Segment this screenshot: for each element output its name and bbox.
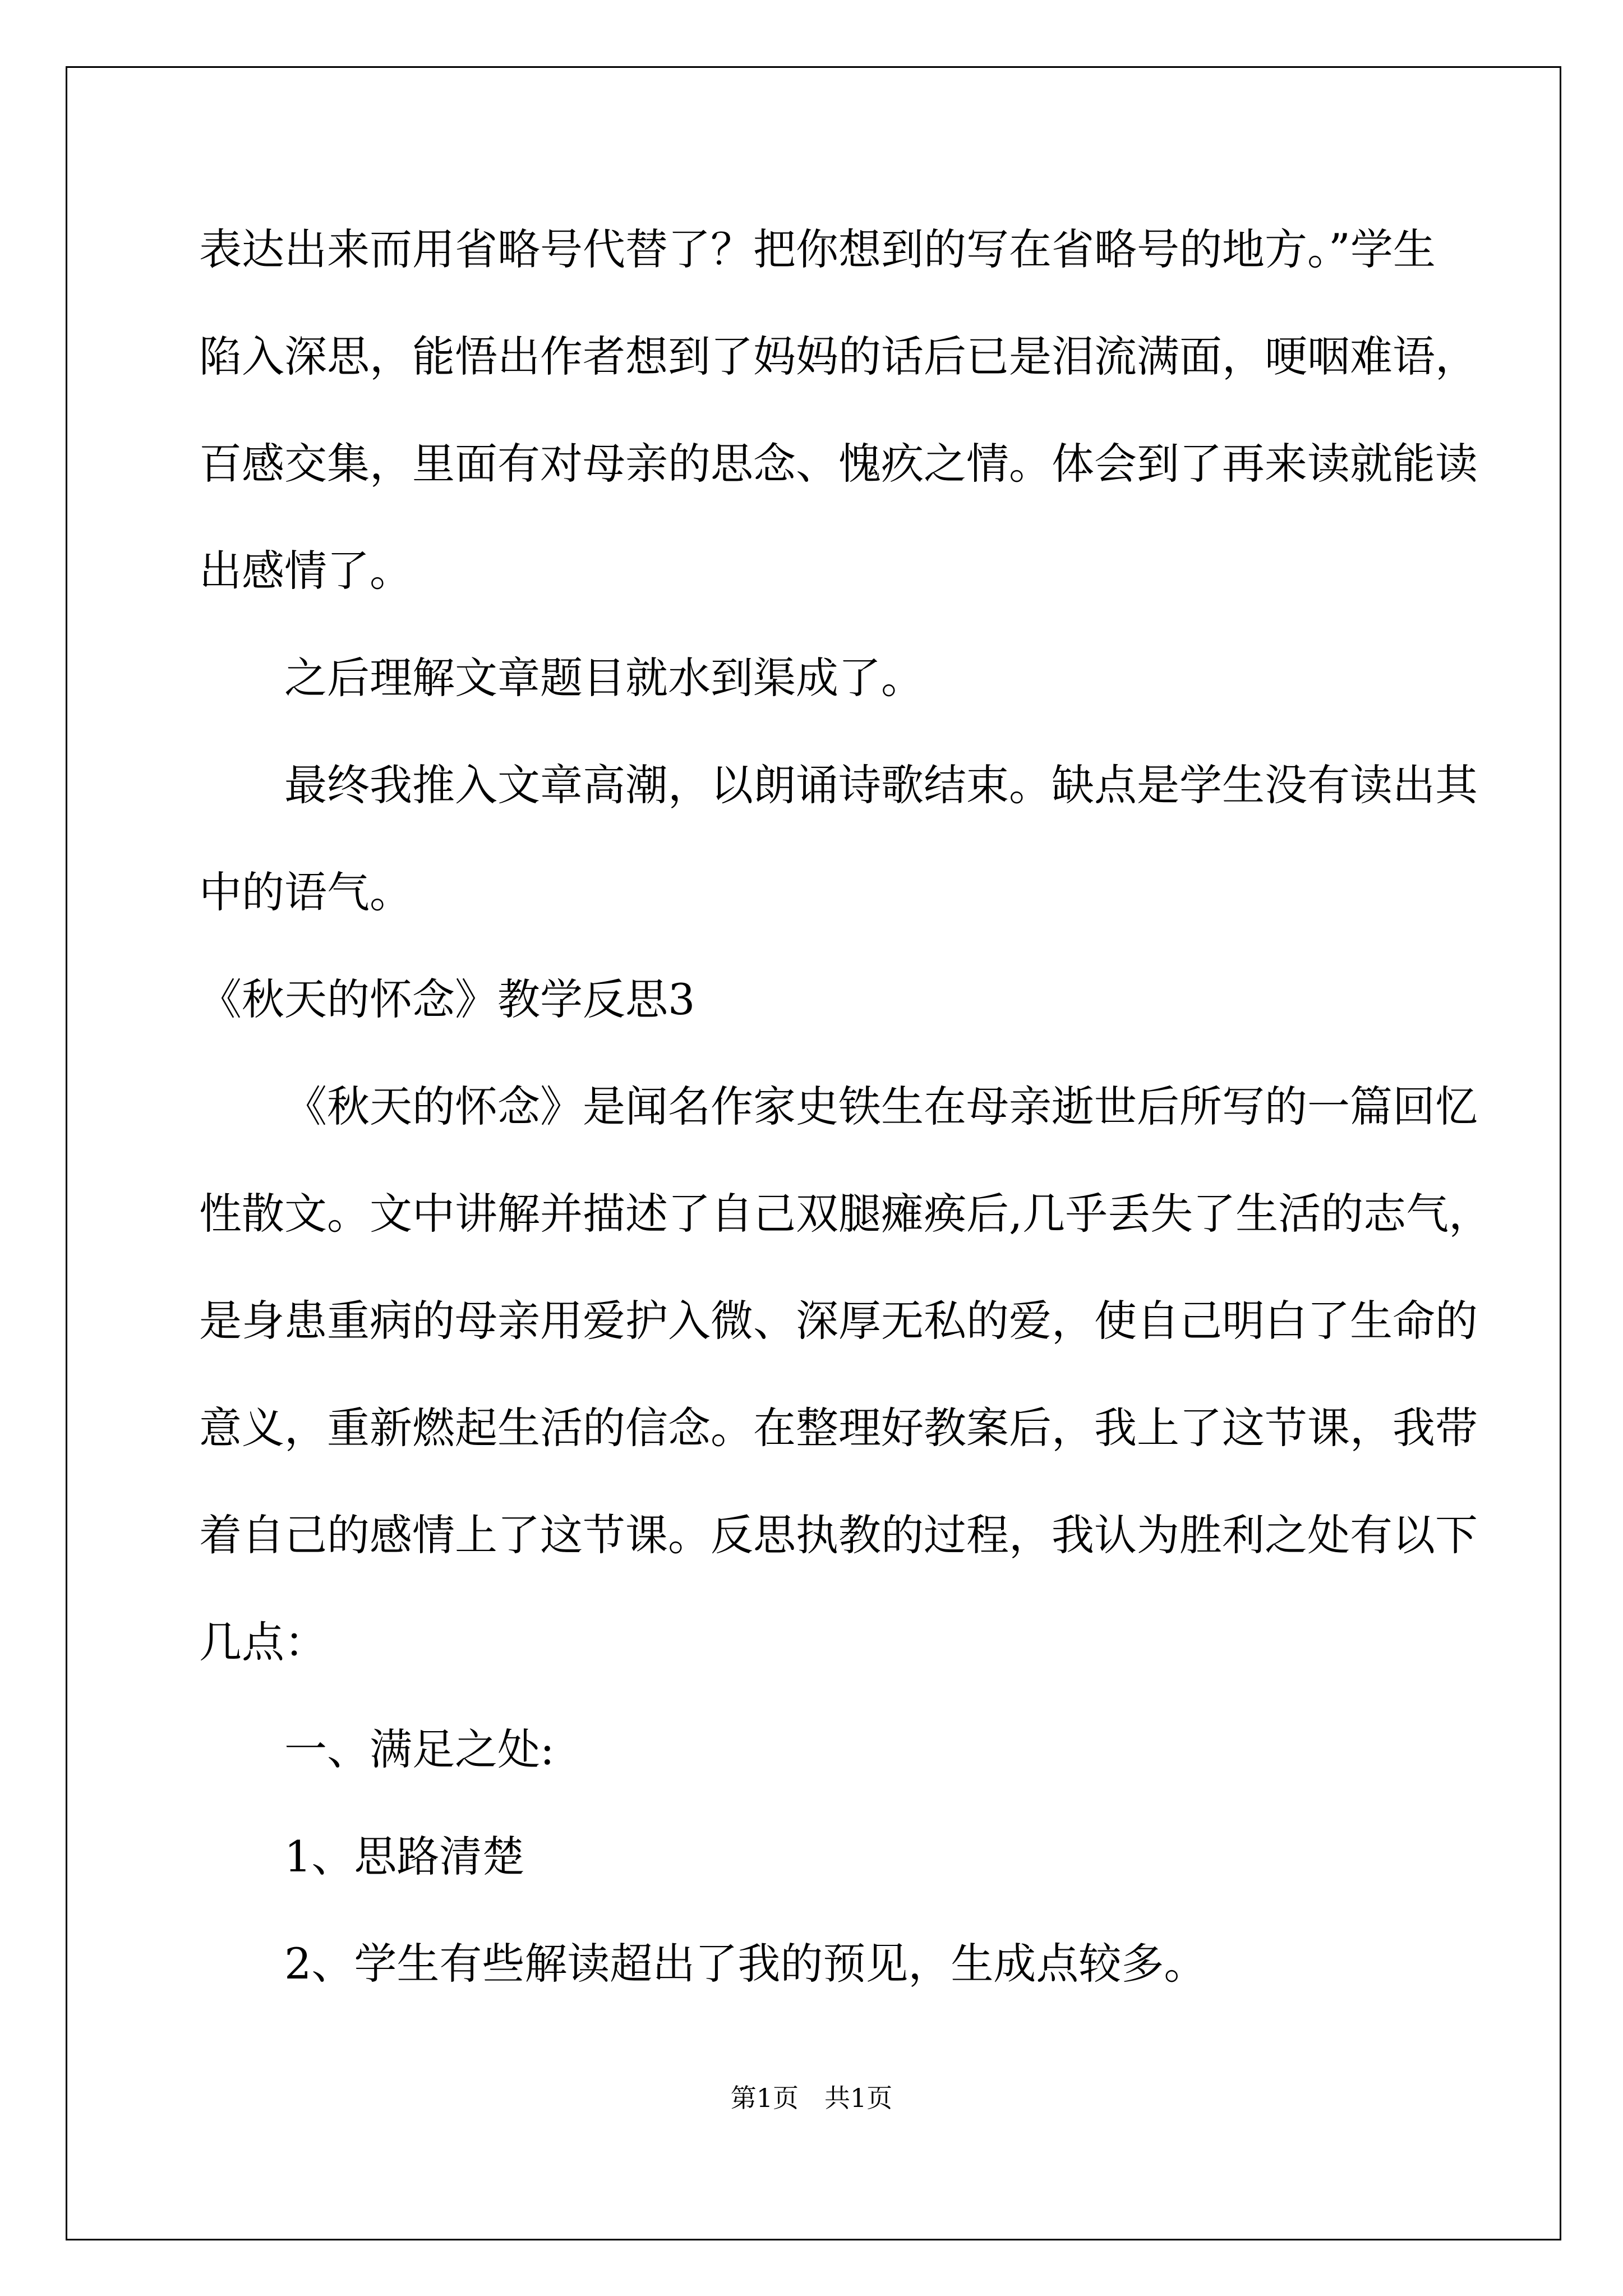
text-line: 是身患重病的母亲用爱护入微、深厚无私的爱，使自己明白了生命的 xyxy=(199,1296,1478,1346)
text-line: 中的语气。 xyxy=(199,867,412,917)
paragraph: 之后理解文章题目就水到渠成了。 xyxy=(284,653,924,703)
list-heading: 一、满足之处: xyxy=(284,1724,555,1774)
paragraph: 最终我推入文章高潮，以朗诵诗歌结束。缺点是学生没有读出其 xyxy=(284,760,1478,810)
text-line: 几点： xyxy=(199,1617,327,1667)
section-heading: 《秋天的怀念》教学反思3 xyxy=(199,974,695,1024)
text-line: 陷入深思，能悟出作者想到了妈妈的话后已是泪流满面，哽咽难语， xyxy=(199,332,1478,381)
text-line: 着自己的感情上了这节课。反思执教的过程，我认为胜利之处有以下 xyxy=(199,1510,1478,1560)
text-line: 意义，重新燃起生活的信念。在整理好教案后，我上了这节课，我带 xyxy=(199,1403,1478,1453)
list-item: 2、学生有些解读超出了我的预见，生成点较多。 xyxy=(284,1939,1207,1989)
text-line: 表达出来而用省略号代替了？把你想到的写在省略号的地方。”学生 xyxy=(199,224,1436,274)
text-line: 性散文。文中讲解并描述了自己双腿瘫痪后,几乎丢失了生活的志气， xyxy=(199,1189,1492,1239)
document-body xyxy=(199,213,1492,2035)
page-number-footer: 第1页 共1页 xyxy=(730,2083,893,2113)
paragraph: 《秋天的怀念》是闻名作家史铁生在母亲逝世后所写的一篇回忆 xyxy=(284,1082,1478,1131)
text-line: 百感交集，里面有对母亲的思念、愧疚之情。体会到了再来读就能读 xyxy=(199,439,1478,489)
text-line: 出感情了。 xyxy=(199,546,412,596)
list-item: 1、思路清楚 xyxy=(284,1832,525,1881)
